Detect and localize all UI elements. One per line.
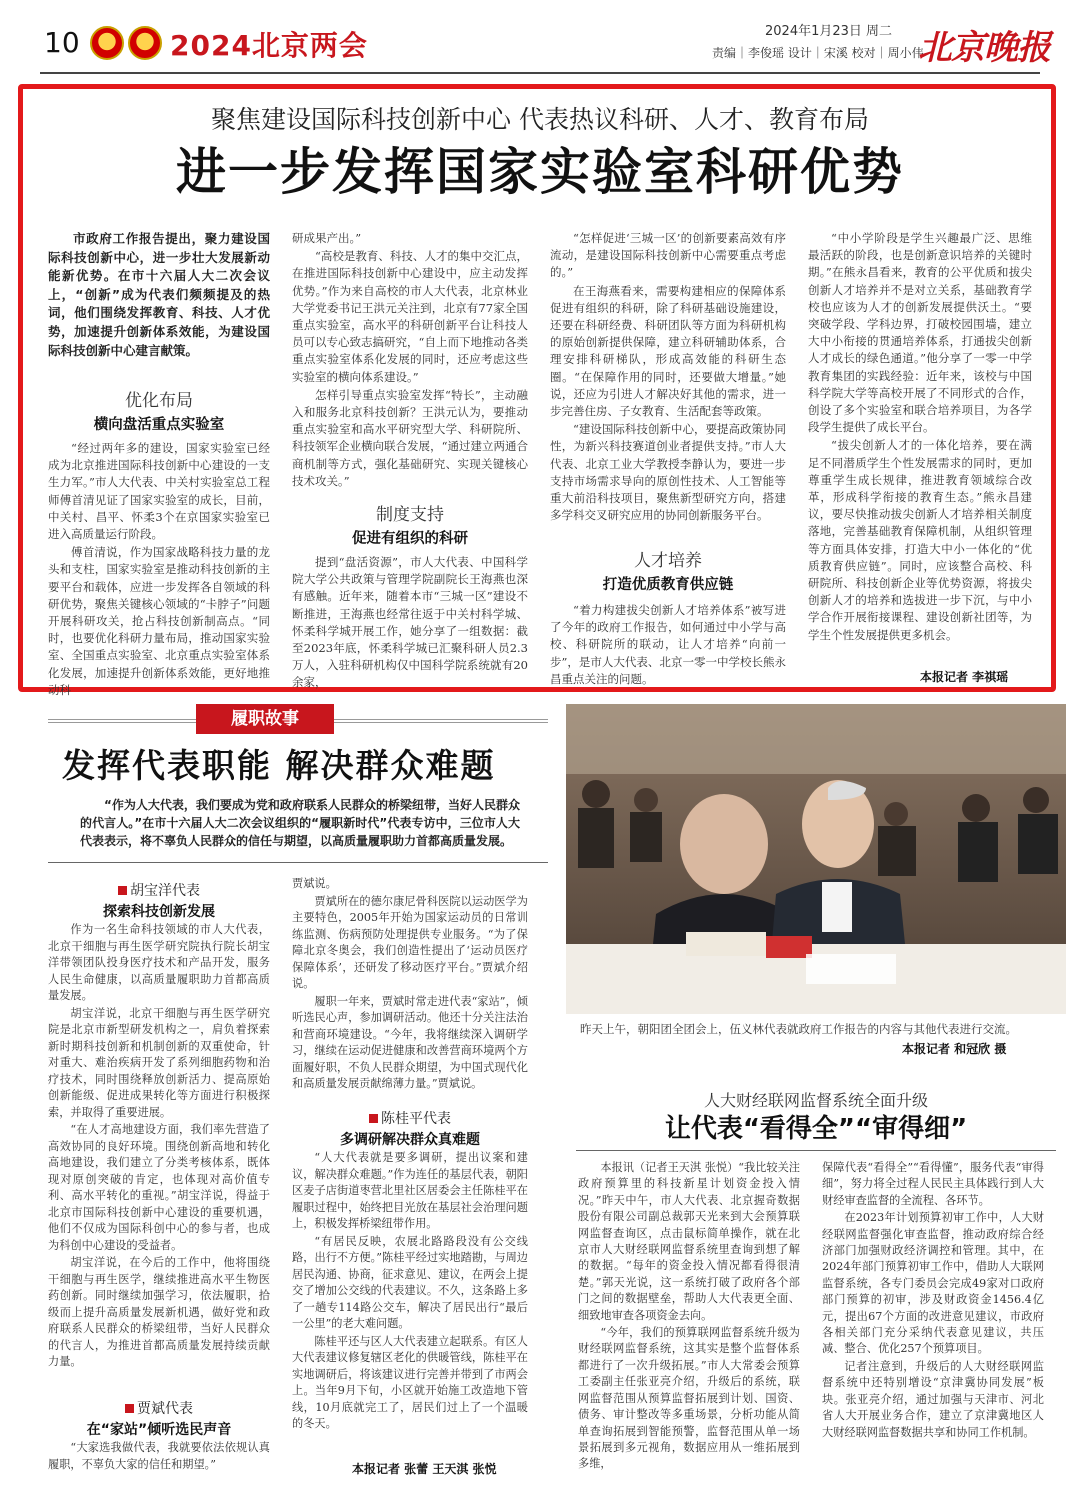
paragraph: “在人才高地建设方面，我们率先营造了高效协同的良好环境。围绕创新高地和转化高地建设，我们建立了分类考核体系，既体现对原创突破的肯定，也体现对高价值专利、高水平转化的重视。”胡宝洋说，得益于北京市国际科技创新中心建设的重要机遇，他们不仅成为国际科创中心的参与者，也成为科创中心建设的受益者。 [48, 1123, 270, 1252]
story-lead: “作为人大代表，我们要成为党和政府联系人民群众的桥梁纽带，当好人民群众的代言人。”在市十六届人大二次会议组织的“履职新时代”代表专访中，三位市人大代表表示，将不辜负人民群众的信任与期望，以高质量履职助力首都高质量发展。 [80, 798, 520, 848]
column-tag: 履职故事 [196, 704, 334, 734]
party-emblem-icon [128, 26, 162, 60]
paragraph: 作为一名生命科技领域的市人大代表，北京干细胞与再生医学研究院执行院长胡宝洋带领团队投身医疗技术和产品开发，服务人民生命健康，以高质量履职助力首都高质量发展。 [48, 923, 270, 1002]
header-divider [40, 72, 1040, 74]
profile-title: 在“家站”倾听选民声音 [86, 1422, 232, 1438]
paragraph: 本报讯（记者王天淇 张悦）“我比较关注政府预算里的科技新星计划资金投入情况。”昨天中午，市人大代表、北京握奇数据股份有限公司副总裁郭天光来到大会预算联网监督查询区，点击鼠标简单操作，就在北京市人大财经联网监督系统里查询到想了解的数据。“每年的资金投入情况都看得很清楚。”郭天光说，这一系统打破了政府各个部门之间的数据壁垒，帮助人大代表更全面、细致地审查各项资金去向。 [578, 1161, 800, 1322]
story-divider [48, 862, 548, 863]
paragraph: “高校是教育、科技、人才的集中交汇点，在推进国际科技创新中心建设中，应主动发挥优势。”作为来自高校的市人大代表，北京林业大学党委书记王洪元关注到，北京有77家全国重点实验室，高水平的科研创新平台让科技人员可以专心致志搞研究，“自上而下地推动各类重点实验室体系化发展的同时，还应考虑这些实验室的横向体系建设。” [292, 249, 528, 384]
paragraph: “经过两年多的建设，国家实验室已经成为北京推进国际科技创新中心建设的一支生力军。”市人大代表、中关村实验室总工程师傅首清见证了国家实验室的成长，目前，中关村、昌平、怀柔3个在京国家实验室已进入高质量运行阶段。 [48, 441, 270, 542]
story-headline: 发挥代表职能 解决群众难题 [62, 746, 496, 785]
profile-heading-jia [48, 1398, 270, 1439]
finance-divider [576, 1150, 1056, 1151]
paragraph: “大家选我做代表，我就要依法依规认真履职，不辜负大家的信任和期望。” [48, 1441, 270, 1471]
paragraph: “中小学阶段是学生兴趣最广泛、思维最活跃的阶段，也是创新意识培养的关键时期。”在熊永昌看来，教育的公平优质和拔尖创新人才培养并不是对立关系，基础教育学校也应该为人才的创新发展提供沃土。“要突破学段、学科边界，打破校园围墙，建立大中小衔接的贯通培养体系，打通拔尖创新人才成长的绿色通道。”他分享了一零一中学教育集团的实践经验：近年来，该校与中国科学院大学等高校开展了不同形式的合作，创设了多个实验室和联合培养项目，为各学段学生提供了成长平台。 [808, 231, 1032, 435]
profile-title: 多调研解决群众真难题 [340, 1132, 480, 1148]
paragraph: 怎样引导重点实验室发挥“特长”，主动融入和服务北京科技创新？王洪元认为，要推动重点实验室和高水平研究型大学、科研院所、科技领军企业横向联合发展，“通过建立两通合商机制等方式，强化基础研究、实现关键核心技术攻关。” [292, 387, 528, 488]
paragraph: “怎样促进‘三城一区’的创新要素高效有序流动，是建设国际科技创新中心需要重点考虑的。” [550, 231, 786, 280]
subhead-subtitle: 促进有组织的科研 [352, 531, 468, 547]
section-title: 2024北京两会 [170, 29, 368, 62]
story-column-1b [48, 1440, 270, 1476]
feature-headline: 进一步发挥国家实验室科研优势 [176, 143, 904, 201]
profile-heading-hu [48, 880, 270, 921]
paragraph: 贾斌所在的德尔康尼骨科医院以运动医学为主要特色，2005年开始为国家运动员的日常训练监测、伤病预防处理提供专业服务。“为了保障北京冬奥会，我们创造性提出了‘运动员医疗保障体系’，还研发了移动医疗平台。”贾斌介绍说。 [292, 894, 528, 990]
paragraph: 研成果产出。” [292, 231, 362, 245]
subhead-institutional-support [292, 500, 528, 548]
editor-credits: 责编｜李俊瑶 设计｜宋溪 校对｜周小伟 [712, 46, 924, 60]
feature-column-2b [292, 554, 528, 690]
delegate-name: 贾斌代表 [48, 1398, 270, 1418]
subhead-subtitle: 横向盘活重点实验室 [93, 417, 225, 433]
subhead-subtitle: 打造优质教育供应链 [602, 577, 734, 593]
paragraph: 记者注意到，升级后的人大财经联网监督系统中还特别增设“京津冀协同发展”板块。张亚亮介绍，通过加强与天津市、河北省人大开展业务合作，建立了京津冀地区人大财经联网监督数据共享和协同工作机制。 [822, 1359, 1044, 1439]
paragraph: 履职一年来，贾斌时常走进代表“家站”，倾听选民心声，参加调研活动。他还十分关注法治和营商环境建设。“今年，我将继续深入调研学习，继续在运动促进健康和改善营商环境两个方面履好职，不负人民群众期望，为中国式现代化和高质量发展贡献绵薄力量。”贾斌说。 [292, 994, 528, 1090]
finance-column-1 [578, 1160, 800, 1478]
feature-column-1 [48, 440, 270, 697]
profile-heading-chen [292, 1108, 528, 1149]
news-photo [566, 704, 1066, 1014]
paragraph: 在2023年计划预算初审工作中，人大财经联网监督强化审查监督，推动政府综合经济部门加强财政经济调控和管理。其中，在2024年部门预算初审工作中，借助人大联网监督系统，各专门委员会完成49家对口政府部门预算的初审，涉及财政资金1456.4亿元，提出67个方面的改进意见建议，市政府各相关部门充分采纳代表意见建议，共压减、整合、优化257个预算项目。 [822, 1211, 1044, 1356]
national-emblem-icon [90, 26, 124, 60]
feature-kicker: 聚焦建设国际科技创新中心 代表热议科研、人才、教育布局 [211, 105, 869, 134]
feature-lead: 市政府工作报告提出，聚力建设国际科技创新中心，进一步壮大发展新动能新优势。在市十六届人大二次会议上，“创新”成为代表们频频提及的热词，他们围绕发挥教育、科技、人才优势，加速提升创新体系效能，为建设国际科技创新中心建言献策。 [48, 231, 270, 358]
finance-kicker: 人大财经联网监督系统全面升级 [703, 1091, 928, 1110]
story-column-2 [292, 876, 528, 1104]
paragraph: 保障代表“看得全”“看得懂”，服务代表“审得细”，努力将全过程人民民主具体践行到人大财经审查监督的全流程、各环节。 [822, 1161, 1044, 1207]
paragraph: 提到“盘活资源”，市人大代表、中国科学院大学公共政策与管理学院副院长王海燕也深有感触。近年来，随着本市“三城一区”建设不断推进，王海燕也经常往返于中关村科学城、怀柔科学城开展工作，她分享了一组数据：截至2023年底，怀柔科学城已汇聚科研人员2.3万人，入驻科研机构仅中国科学院系统就有20余家， [292, 555, 528, 690]
subhead-title: 人才培养 [634, 551, 702, 571]
paragraph: “建设国际科技创新中心，要提高政策协同性，为新兴科技赛道创业者提供支持。”市人大代表、北京工业大学教授李静认为，要进一步支持市场需求导向的原创性技术、人工智能等重大前沿科技项目，聚焦新型研究方向，搭建多学科交叉研究应用的协同创新服务平台。 [550, 422, 786, 523]
paragraph: 胡宝洋说，北京干细胞与再生医学研究院是北京市新型研发机构之一，肩负着探索新时期科技创新和机制创新的双重使命，针对重大、难治疾病开发了系列细胞药物和治疗技术，同时围绕释放创新活力、提高原始创新能级、促进成果转化等方面进行积极探索，并取得了重要进展。 [48, 1006, 270, 1119]
newspaper-logo: 北京晚报 [918, 28, 1050, 68]
story-column-2b [292, 1150, 528, 1454]
meeting-photo-illustration [566, 704, 1066, 1014]
page-number: 10 [44, 26, 80, 59]
paragraph: “着力构建拔尖创新人才培养体系”被写进了今年的政府工作报告，如何通过中小学与高校、科研院所的联动，让人才培养“向前一步”，是市人大代表、北京一零一中学校长熊永昌重点关注的问题。 [550, 603, 786, 686]
feature-column-4 [808, 230, 1032, 666]
delegate-name: 胡宝洋代表 [48, 880, 270, 900]
photo-credit: 本报记者 和冠欣 摄 [902, 1042, 1007, 1056]
finance-headline: 让代表“看得全”“审得细” [664, 1114, 968, 1144]
feature-column-3b [550, 602, 786, 684]
paragraph: “人大代表就是要多调研，提出议案和建议，解决群众难题。”作为连任的基层代表，朝阳区麦子店街道枣营北里社区居委会主任陈桂平在履职过程中，始终把目光放在基层社会治理问题上，积极发挥桥梁纽带作用。 [292, 1151, 528, 1230]
photo-caption: 昨天上午，朝阳团全团会上，伍义林代表就政府工作报告的内容与其他代表进行交流。 [580, 1022, 1017, 1036]
story-byline: 本报记者 张蕾 王天淇 张悦 [352, 1462, 497, 1476]
paragraph: 胡宝洋说，在今后的工作中，他将围绕干细胞与再生医学，继续推进高水平生物医药创新。同时继续加强学习，依法履职，拾级而上提升高质量发展新机遇，做好党和政府联系人民群众的桥梁纽带，当好人民群众的代言人，为推进首都高质量发展持续贡献力量。 [48, 1256, 270, 1368]
feature-column-2 [292, 230, 528, 496]
feature-column-3 [550, 230, 786, 538]
page-header [0, 0, 1080, 78]
paragraph: “拔尖创新人才的一体化培养，要在满足不同潜质学生个性发展需求的同时，更加尊重学生成长规律，推进教育领域综合改革，形成科学衔接的教育生态。”熊永昌建议，要尽快推动拔尖创新人才培养相关制度落地，完善基础教育保障机制，从组织管理等方面具体安排，打造大中小一体化的“优质教育供应链”。同时，应该整合高校、科研院所、科技创新企业等优势资源，将拔尖创新人才的培养和选拔进一步下沉，与中小学合作开展衔接课程、建设创新社团等，为学生个性发展提供更多机会。 [808, 438, 1032, 642]
delegate-name: 陈桂平代表 [292, 1108, 528, 1128]
paragraph: 傅首清说，作为国家战略科技力量的龙头和支柱，国家实验室是推动科技创新的主要平台和载体，应进一步发挥各自领域的科研优势，聚焦关键核心领域的“卡脖子”问题开展科研攻关，抢占科技创新制高点。“同时，也要优化科研力量布局，推动国家实验室、全国重点实验室、北京重点实验室体系化发展，加速提升创新体系效能，更好地推动科 [48, 545, 270, 697]
paragraph: “今年，我们的预算联网监督系统升级为财经联网监督系统，这其实是整个监督体系都进行了一次升级拓展。”市人大常委会预算工委副主任张亚亮介绍，升级后的系统，联网监督范围从预算监督拓展到计划、国资、债务、审计整改等多重场景，分析功能从简单查询拓展到智能预警，监督范围从单一场景拓展到多元视角，数据应用从一维拓展到多维， [578, 1326, 800, 1471]
paragraph: “有居民反映，农展北路路段没有公交线路，出行不方便。”陈桂平经过实地踏勘，与周边居民沟通、协商，征求意见、建议，在两会上提交了增加公交线的代表建议。不久，这条路上多了一趟专114路公交车，解决了居民出行“最后一公里”的老大难问题。 [292, 1234, 528, 1330]
subhead-optimize-layout [48, 386, 270, 434]
paragraph: 在王海燕看来，需要构建相应的保障体系促进有组织的科研，除了科研基础设施建设，还要在科研经费、科研团队等方面为科研机构的原始创新提供保障，建立科研辅助体系，合理安排科研梯队，形成高效能的科研生态圈。“在保障作用的同时，还要做大增量。”她说，还应为引进人才解决好其他的需求，进一步完善住房、子女教育、生活配套等政策。 [550, 283, 786, 419]
profile-title: 探索科技创新发展 [103, 904, 215, 920]
subhead-title: 优化布局 [125, 391, 193, 411]
story-column-1 [48, 922, 270, 1400]
issue-date: 2024年1月23日 周二 [765, 24, 893, 39]
subhead-talent-training [550, 546, 786, 594]
paragraph: 贾斌说。 [292, 877, 337, 890]
feature-byline: 本报记者 李祺瑶 [920, 670, 1009, 684]
paragraph: 陈桂平还与区人大代表建立起联系。有区人大代表建议修复辖区老化的供暖管线，陈桂平在实地调研后，将该建议进行完善并带到了市两会上。当年9月下旬，小区就开始施工改造地下管线，10月底就完工了，居民们过上了一个温暖的冬天。 [292, 1334, 528, 1430]
subhead-title: 制度支持 [376, 505, 444, 525]
finance-column-2 [822, 1160, 1044, 1478]
